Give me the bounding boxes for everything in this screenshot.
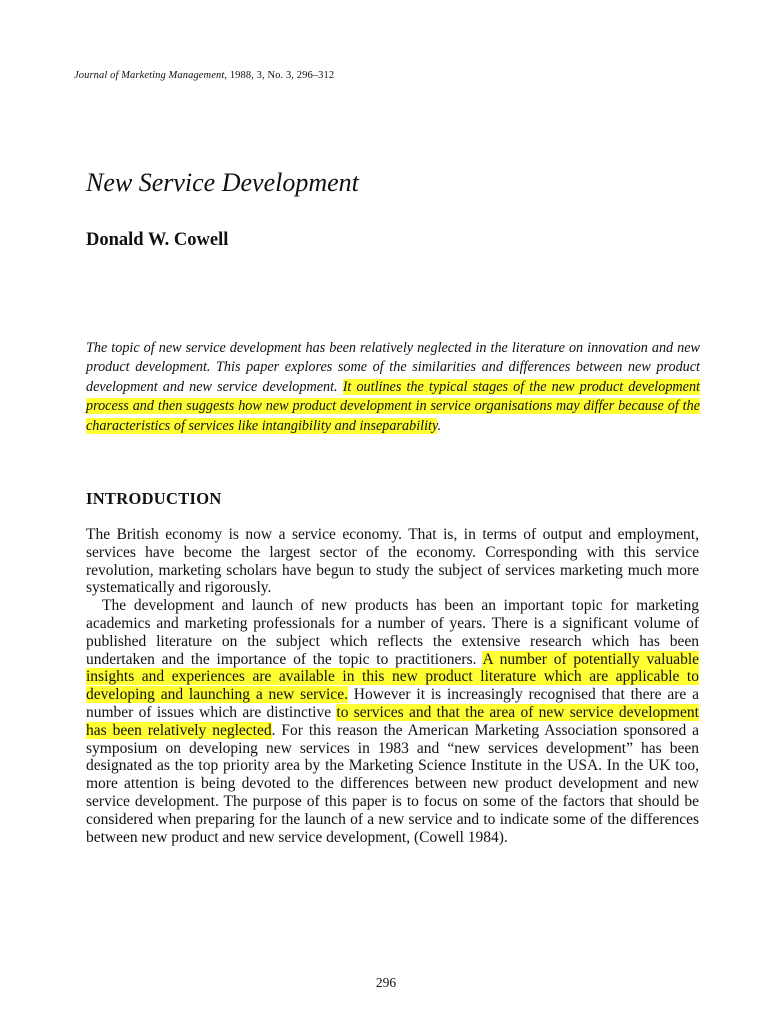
text-highlight: A number of potentially valuable insights and experiences are available in this new product literature which are applicable to developing and launching a new service. <box>86 650 700 704</box>
text-highlight: to services and that the area of new service development has been relatively neglected <box>86 703 699 739</box>
paragraph-text: However it is increasingly recognised that there are a number of issues which are distinctive <box>86 686 700 721</box>
abstract-text-end: . <box>437 417 442 434</box>
body-text <box>86 526 699 846</box>
author-name: Donald W. Cowell <box>86 230 229 250</box>
abstract-highlight-connector: and <box>331 417 360 434</box>
journal-name: Journal of Marketing Management <box>74 70 225 81</box>
journal-details: , 1988, 3, No. 3, 296–312 <box>224 70 335 81</box>
paragraph <box>86 597 699 846</box>
abstract <box>86 339 700 436</box>
abstract-highlight: inseparability <box>359 417 438 434</box>
abstract-text: The topic of new service development has been relatively neglected in the literature on innovation and new product development. This paper explores some of the similarities and differences between new product development and new service development. <box>86 340 700 395</box>
paragraph: The British economy is now a service economy. That is, in terms of output and employment, services have become the largest sector of the economy. Corresponding with this service revolution, marketing scholars have begun to study the subject of services marketing much more systematically and rigorously. <box>86 526 699 597</box>
paragraph-text: . For this reason the American Marketing Association sponsored a symposium on developing new services in 1983 and “new services development” has been designated as the top priority area by the Marketing Science Institute in the USA. In the UK too, more attention is being devoted to the differences between new product development and new service development. The purpose of this paper is to focus on some of the factors that should be considered when preparing for the launch of a new service and to indicate some of the differences between new product and new service development, (Cowell 1984). <box>86 721 699 846</box>
section-heading: INTRODUCTION <box>86 489 222 508</box>
page-number: 296 <box>375 975 397 990</box>
journal-reference <box>74 70 674 81</box>
abstract-highlight: It outlines the typical stages of the new product development process and then suggests how new product development in service organisations may differ because of the characteristics of services like intangibility <box>86 378 700 434</box>
paragraph-text: The development and launch of new products has been an important topic for marketing academics and marketing professionals for a number of years. There is a significant volume of published literature on the subject which reflects the extensive research which has been undertaken and the importance of the topic to practitioners. <box>86 597 699 668</box>
article-title: New Service Development <box>86 168 359 197</box>
